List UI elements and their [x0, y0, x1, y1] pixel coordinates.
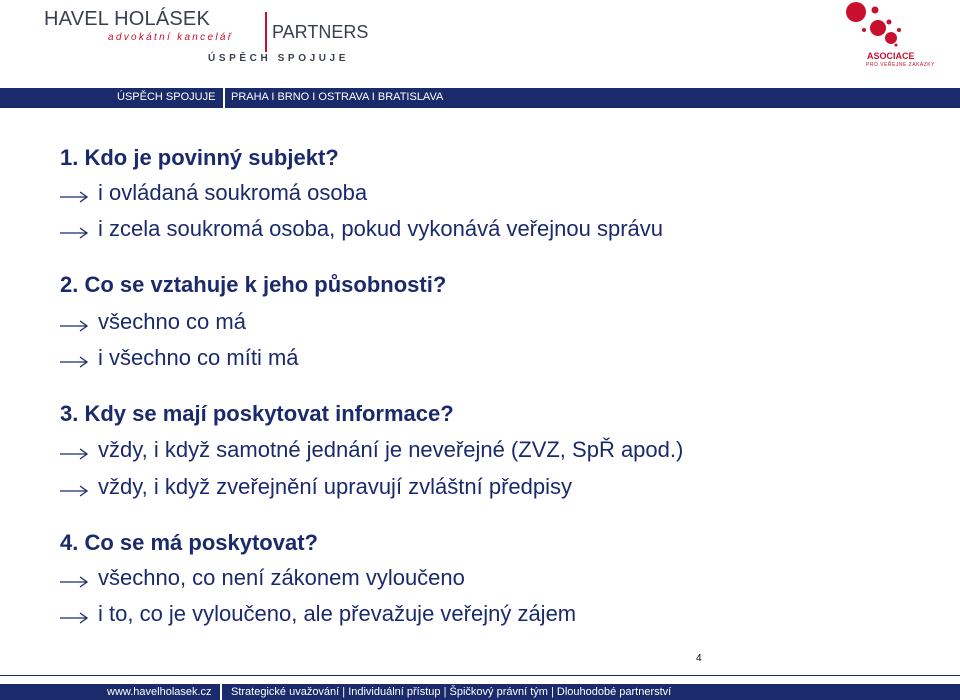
bullet-text: všechno co má [98, 309, 246, 334]
footer-values: Strategické uvažování | Individuální přístup | Špičkový právní tým | Dlouhodobé partnerství [231, 686, 672, 698]
list-item [98, 474, 572, 500]
association-subtitle: PRO VEŘEJNÉ ZAKÁZKY [866, 62, 935, 68]
list-item [98, 216, 663, 242]
logo-separator [265, 12, 267, 52]
arrow-right-icon [60, 576, 89, 588]
top-bar-offices: PRAHA I BRNO I OSTRAVA I BRATISLAVA [231, 91, 444, 103]
arrow-right-icon [60, 485, 89, 497]
footer-divider [220, 684, 222, 700]
top-bar-divider [223, 88, 225, 108]
section-heading: 4. Co se má poskytovat? [60, 530, 318, 555]
top-bar [0, 88, 960, 108]
bullet-text: i ovládaná soukromá osoba [98, 180, 368, 205]
bullet-text: i všechno co míti má [98, 345, 299, 370]
logo-motto: ÚSPĚCH SPOJUJE [208, 53, 349, 64]
footer-bar [0, 684, 960, 700]
list-item [98, 601, 576, 627]
list-item [98, 565, 465, 591]
arrow-right-icon [60, 320, 89, 332]
arrow-right-icon [60, 191, 89, 203]
bullet-text: i zcela soukromá osoba, pokud vykonává veřejnou správu [98, 216, 663, 241]
page-number: 4 [696, 653, 702, 664]
section-heading: 3. Kdy se mají poskytovat informace? [60, 401, 454, 426]
top-bar-motto: ÚSPĚCH SPOJUJE [117, 91, 216, 103]
list-item [98, 345, 299, 371]
list-item [98, 309, 246, 335]
logo-partners: PARTNERS [272, 22, 369, 42]
logo-name: HAVEL HOLÁSEK [44, 8, 210, 30]
arrow-right-icon [60, 448, 89, 460]
bullet-text: všechno, co není zákonem vyloučeno [98, 565, 465, 590]
arrow-right-icon [60, 356, 89, 368]
association-name: ASOCIACE [867, 51, 915, 61]
bullet-text: vždy, i když samotné jednání je neveřejné (ZVZ, SpŘ apod.) [98, 437, 684, 462]
list-item [98, 180, 367, 206]
list-item [98, 437, 683, 463]
footer-website-link[interactable]: www.havelholasek.cz [107, 686, 212, 698]
footer-rule [0, 675, 960, 676]
section-heading: 1. Kdo je povinný subjekt? [60, 145, 339, 170]
section-heading: 2. Co se vztahuje k jeho působnosti? [60, 272, 447, 297]
bullet-text: vždy, i když zveřejnění upravují zvláštní předpisy [98, 474, 573, 499]
arrow-right-icon [60, 227, 89, 239]
logo-subtitle: advokátní kancelář [108, 32, 234, 43]
bullet-text: i to, co je vyloučeno, ale převažuje veřejný zájem [98, 601, 577, 626]
arrow-right-icon [60, 612, 89, 624]
